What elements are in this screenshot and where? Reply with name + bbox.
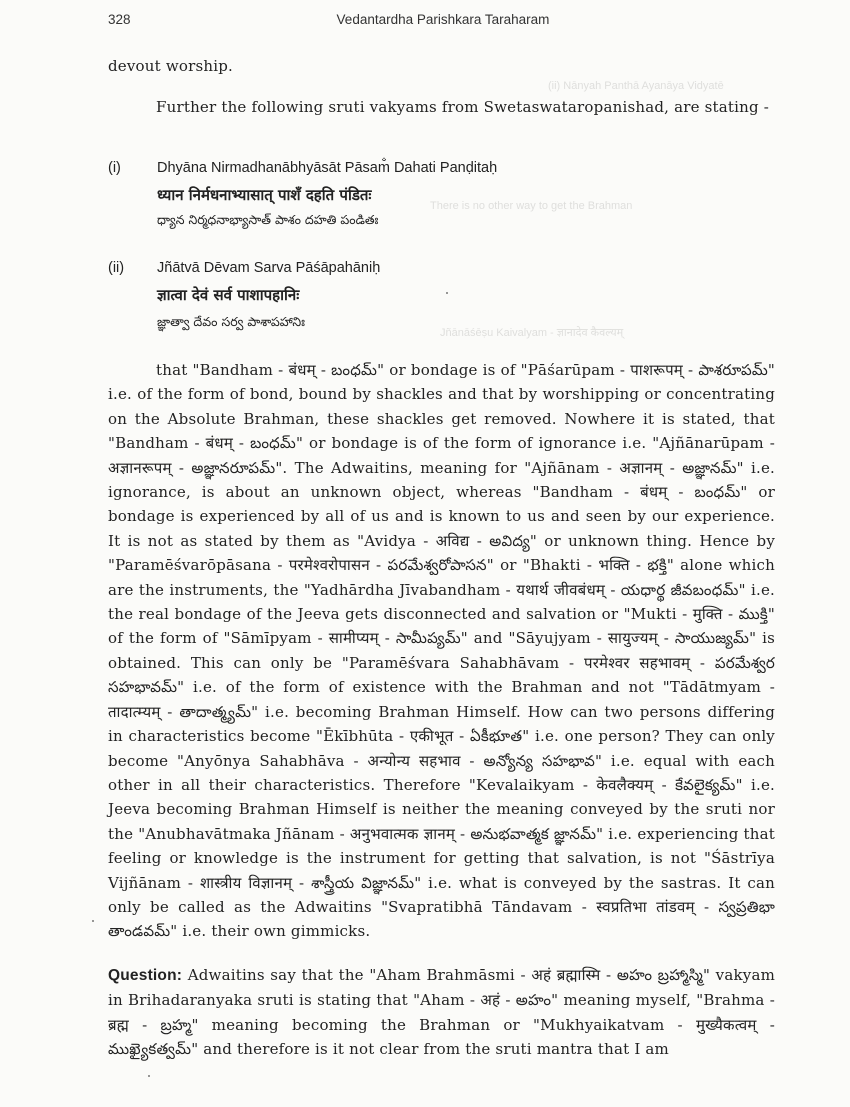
intro-line: devout worship. [108,57,234,75]
page-header [108,12,778,32]
verse-number: (i) [108,160,121,176]
verse-devanagari: ध्यान निर्मधनाभ्यासात् पाशँ दहति पंडितः [157,186,372,204]
question-label: Question: [108,967,183,984]
verse-telugu: జ్ఞాత్వా దేవం సర్వ పాశాపహానిః [157,314,305,329]
bleed-through-text: (ii) Nānyah Panthā Ayanāya Vidyatē [548,80,724,92]
paragraph-further: Further the following sruti vakyams from Swetaswataropanishad, are stating - [156,98,770,116]
scan-speck [92,920,94,922]
paragraph-main: that "Bandham - बंधम् - బంధమ్" or bondage is of "Pāśarūpam - पाशरूपम् - పాశరూపమ్" i.e. of the form of bond, bound by shackles and that by worshipping or concentrating on the Absolute Brahman, these shackles get removed. Nowhere it is stated, that "Bandham - बंधम् - బంధమ్" or bondage is of the form of ignorance i.e. "Ajñānarūpam - अज्ञानरूपम् - అజ్ఞానరూపమ్". The Adwaitins, meaning for "Ajñānam - अज्ञानम् - అజ్ఞానమ్" i.e. ignorance, is about an unknown object, whereas "Bandham - बंधम् - బంధమ్" or bondage is experienced by all of us and is known to us and seen by our experience. It is not as stated by them as "Avidya - अविद्य - అవిద్య" or unknown thing. Hence by "Paramēśvarōpāsana - परमेश्वरोपासन - పరమేశ్వరోపాసన" or "Bhakti - भक्ति - భక్తి" alone which are the instruments, the "Yadhārdha Jīvabandham - यथार्थ जीवबंधम् - యధార్థ జీవబంధమ్" i.e. the real bondage of the Jeeva gets disconnected and salvation or "Mukti - मुक्ति - ముక్తి" of the form of "Sāmīpyam - सामीप्यम् - సామీప్యమ్" and "Sāyujyam - सायुज्यम् - సాయుజ్యమ్" is obtained. This can only be "Paramēśvara Sahabhāvam - परमेश्वर सहभावम् - పరమేశ్వర సహభావమ్" i.e. of the form of existence with the Brahman and not "Tādātmyam - तादात्म्यम् - తాదాత్మ్యమ్" i.e. becoming Brahman Himself. How can two persons differing in characteristics become "Ēkībhūta - एकीभूत - ఏకీభూత" i.e. one person? They can only become "Anyōnya Sahabhāva - अन्योन्य सहभाव - అన్యోన్య సహభావ" i.e. equal with each other in all their characteristics. Therefore "Kevalaikyam - केवलैक्यम् - కేవలైక్యమ్" i.e. Jeeva becoming Brahman Himself is neither the meaning conveyed by the sruti nor the "Anubhavātmaka Jñānam - अनुभवात्मक ज्ञानम् - అనుభవాత్మక జ్ఞానమ్" i.e. experiencing that feeling or knowledge is the instrument for getting that salvation, is not "Śāstrīya Vijñānam - शास्त्रीय विज्ञानम् - శాస్త్రీయ విజ్ఞానమ్" i.e. what is conveyed by the sastras. It can only be called as the Adwaitins "Svapratibhā Tāndavam - स्वप्रतिभा तांडवम् - స్వప్రతిభా తాండవమ్" i.e. their own gimmicks. [108,361,775,941]
verse-devanagari: ज्ञात्वा देवं सर्व पाशापहानिः [157,286,300,304]
verse-number: (ii) [108,260,125,276]
bleed-through-text: Jñānāśēṣu Kaivalyam - ज्ञानादेव कैवल्यम् [440,327,624,339]
bleed-through-text: There is no other way to get the Brahman [430,200,633,212]
scan-speck [148,1075,150,1077]
question-paragraph [108,963,775,1062]
verse-telugu: ధ్యాన నిర్మధనాభ్యాసాత్ పాశం దహతి పండితః [157,212,379,227]
question-text: Adwaitins say that the "Aham Brahmāsmi - अहं ब्रह्मास्मि - అహం బ్రహ్మాస్మి" vakyam in Brihadaranyaka sruti is stating that "Aham - अहं - అహం" meaning myself, "Brahma - ब्रह्म - బ్రహ్మ" meaning becoming the Brahman or "Mukhyaikatvam - मुख्यैकत्वम् - ముఖ్యైకత్వమ్" and therefore is it not clear from the sruti mantra that I am [108,966,776,1059]
scan-speck [446,292,448,294]
page-number: 328 [108,12,131,27]
running-title: Vedantardha Parishkara Taraharam [336,12,550,27]
verse-transliteration: Dhyāna Nirmadhanābhyāsāt Pāsam̐ Dahati Panḍitaḥ [157,160,498,176]
verse-transliteration: Jñātvā Dēvam Sarva Pāśāpahāniḥ [157,260,381,276]
